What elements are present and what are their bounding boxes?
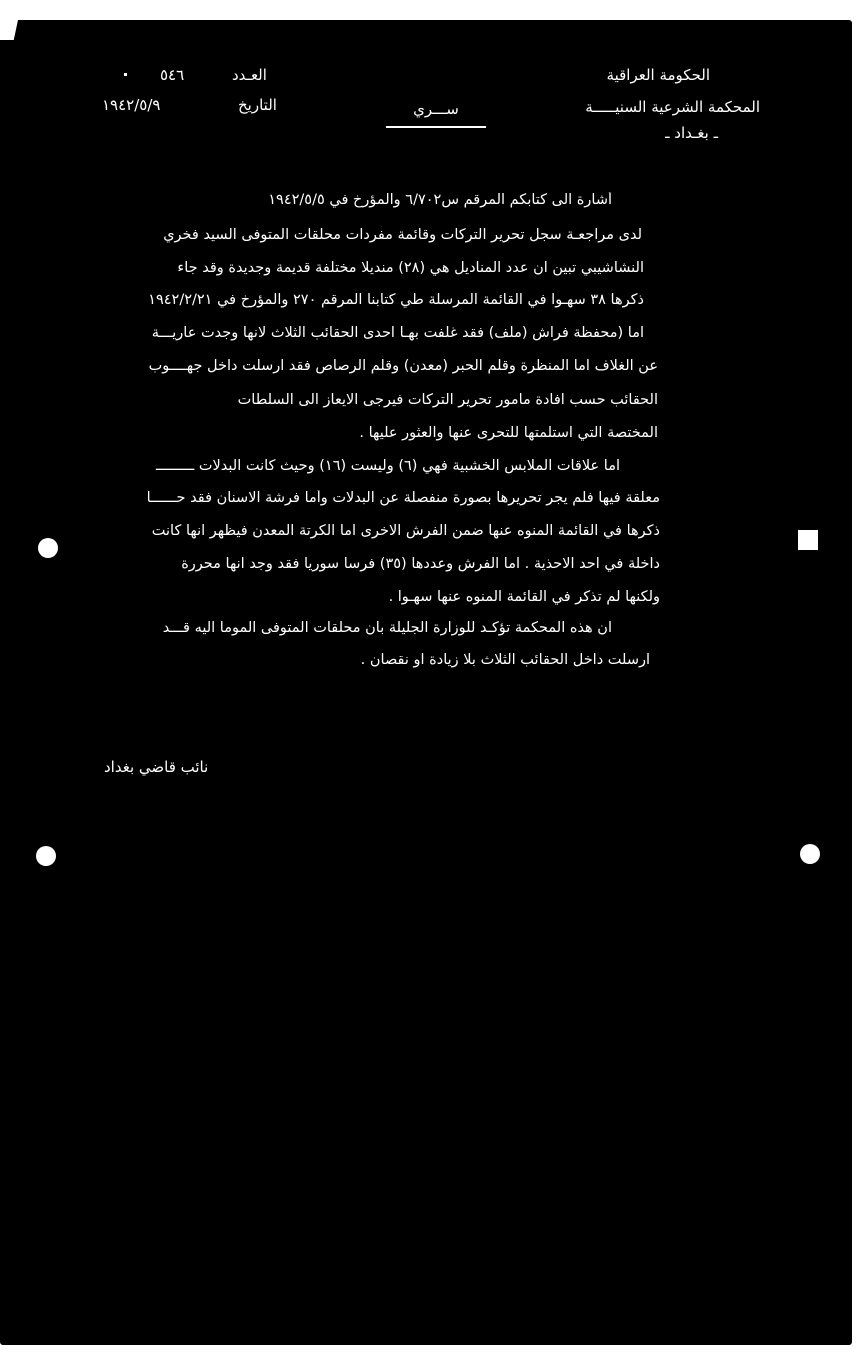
- punch-hole: [800, 844, 820, 864]
- classification-label: ســـري: [413, 100, 459, 118]
- city-title: ـ بغـداد ـ: [665, 124, 718, 142]
- body-line: المختصة التي استلمتها للتحرى عنها والعثور عليها .: [359, 425, 658, 441]
- classification-underline: [386, 126, 486, 128]
- body-line: داخلة في احد الاحذية . اما الفرش وعددها (٣٥) فرسا سوريا فقد وجد انها محررة: [181, 556, 660, 572]
- date-label: التاريخ: [238, 96, 277, 114]
- body-line: اما علاقات الملابس الخشبية فهي (٦) وليست (١٦) وحيث كانت البدلات ـــــــــ: [156, 458, 620, 474]
- body-line: ارسلت داخل الحقائب الثلاث بلا زيادة او نقصان .: [360, 652, 650, 668]
- body-line: عن الغلاف اما المنظرة وقلم الحبر (معدن) وقلم الرصاص فقد ارسلت داخل جهــــوب: [148, 358, 658, 374]
- punch-hole: [38, 538, 58, 558]
- scan-speck: [124, 73, 127, 76]
- body-line: معلقة فيها فلم يجر تحريرها بصورة منفصلة عن البدلات وأما فرشة الاسنان فقد حــــــا: [146, 490, 660, 506]
- number-label: العـدد: [232, 66, 267, 84]
- body-line: اما (محفظة فراش (ملف) فقد غلفت بهـا احدى الحقائب الثلاث لانها وجدت عاريـــة: [151, 325, 644, 341]
- body-line: النشاشيبي تبين ان عدد المناديل هي (٢٨) منديلا مختلفة قديمة وجديدة وقد جاء: [177, 260, 644, 276]
- date-value: ١٩٤٢/٥/٩: [102, 96, 161, 114]
- document-sheet: [0, 20, 852, 1345]
- government-title: الحكومة العراقية: [606, 66, 710, 84]
- body-line: ان هذه المحكمة تؤكـد للوزارة الجليلة بان محلقات المتوفى المومأ اليه قـــد: [162, 620, 612, 636]
- signature: نائب قاضي بغداد: [104, 758, 209, 776]
- number-value: ٥٤٦: [160, 66, 185, 84]
- body-line: الحقائب حسب افادة مامور تحرير التركات فيرجى الايعاز الى السلطات: [237, 392, 658, 408]
- court-title: المحكمة الشرعية السنيـــــة: [585, 98, 760, 116]
- punch-hole: [36, 846, 56, 866]
- body-line: ذكرها في القائمة المنوه عنها ضمن الفرش الاخرى اما الكرتة المعدن فيظهر انها كانت: [151, 523, 660, 539]
- body-line: ذكرها ٣٨ سهـوا في القائمة المرسلة طي كتابنا المرقم ٢٧٠ والمؤرخ في ١٩٤٢/٢/٢١: [148, 292, 644, 308]
- body-line: ولكنها لم تذكر في القائمة المنوه عنها سهـوا .: [388, 589, 660, 605]
- body-line: لدى مراجعـة سجل تحرير التركات وقائمة مفردات محلقات المتوفى السيد فخري: [163, 227, 642, 243]
- scan-mark: [798, 530, 818, 550]
- body-line: أشارة الى كتابكم المرقم س٦/٧٠٢ والمؤرخ في ١٩٤٢/٥/٥: [268, 192, 612, 208]
